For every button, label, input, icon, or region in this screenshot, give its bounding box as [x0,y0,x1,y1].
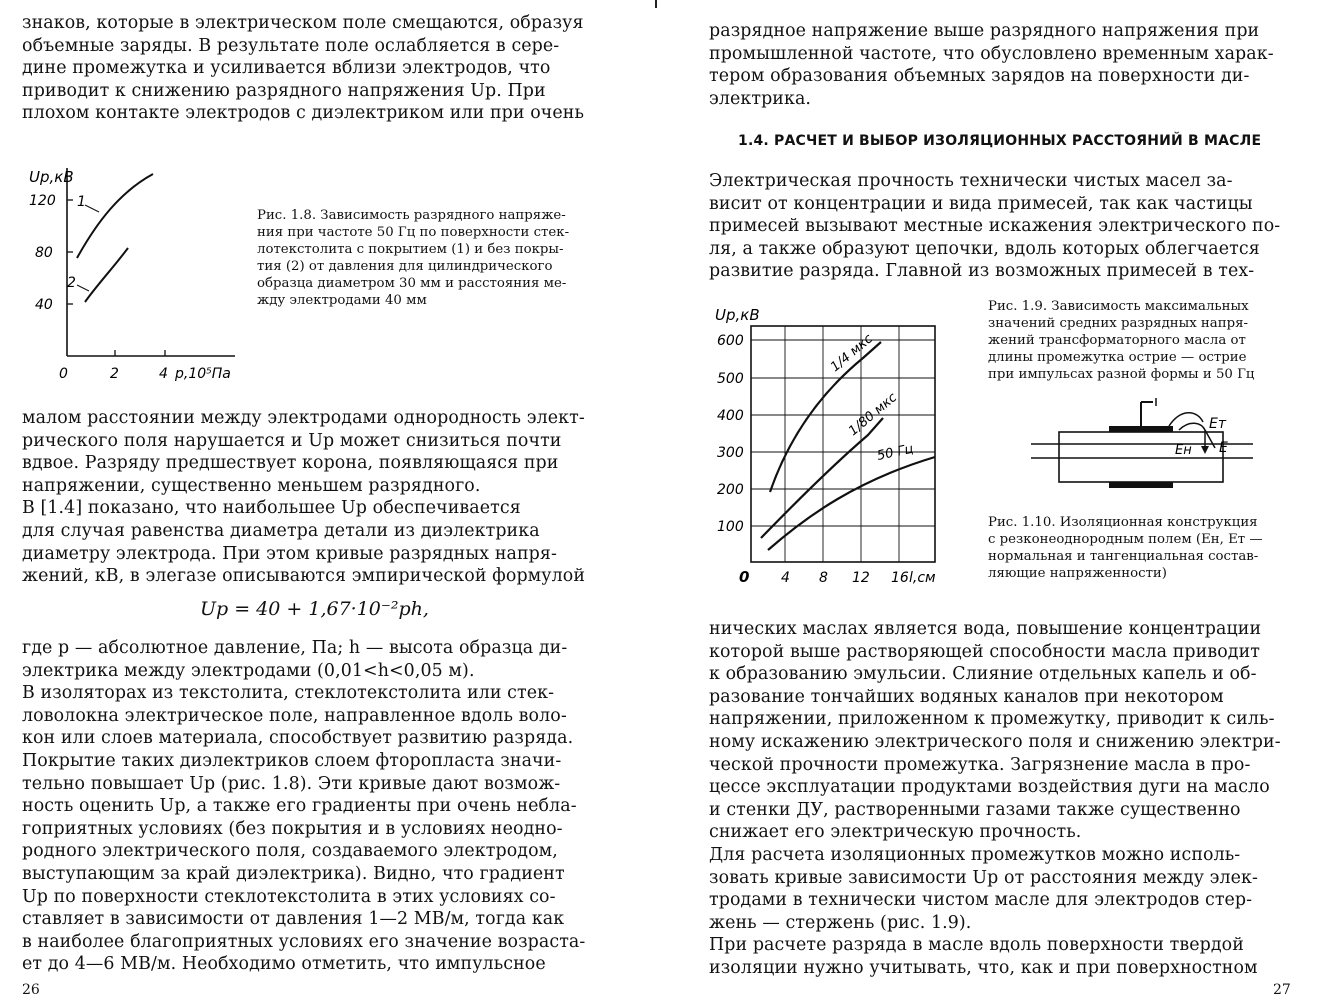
x-tick-label: 12 [852,570,870,586]
x-tick-label: 8 [819,570,828,586]
y-axis-label: Uр,кВ [29,168,74,186]
curve-1 [77,174,153,258]
formula: Uр = 40 + 1,67·10⁻²ph, [200,598,429,620]
figure-1-9-caption: Рис. 1.9. Зависимость максимальных значений средних разрядных напря- жений трансформаторного масла от длины промежутка острие — острие при импульсах разной формы и 50 Гц [988,299,1255,382]
top-electrode [1109,426,1173,432]
x-axis-label: p,10⁵Па [175,366,231,382]
dielectric-body [1059,432,1223,482]
figure-1-10-caption: Рис. 1.10. Изоляционная конструкция с резконеоднородным полем (Eн, Eт — нормальная и тангенциальная состав- ляющие напряженности) [988,515,1263,581]
x-tick-label: 0 [59,366,68,382]
right-paragraph-2: Электрическая прочность технически чистых масел за- висит от концентрации и вида примесей, так как частицы примесей вызывают местные искажения электрического по- ля, а также образуют цепочки, вдоль которых облегчается развитие разряда. Главной из возможных примесей в тех- [709,171,1281,282]
curve-2 [85,248,128,302]
y-tick-label: 80 [35,245,53,261]
left-page [0,0,650,1005]
page-number: 26 [22,982,40,998]
y-tick-label: 120 [29,193,56,209]
y-tick-label: 40 [35,297,53,313]
right-paragraph-3: нических маслах является вода, повышение концентрации которой выше растворяющей способности масла приводит к образованию эмульсии. Слияние отдельных капель и об- разование тончайших водяных каналов при некотором напряжении, приложенном к промежутку, приводит к силь- ному искажению электрического поля и снижению электри- ческой прочности промежутка. Загрязнение масла в про- цессе эксплуатации продуктами воздействия дуги на масло и стенки ДУ, растворенными газами также существенно снижает его электрическую прочность. Для расчета изоляционных промежутков можно исполь- зовать кривые зависимости Uр от расстояния между элек- тродами в технически чистом масле для электродов стер- жень — стержень (рис. 1.9). При расчете разряда в масле вдоль поверхности твердой изоляции нужно учитывать, что, как и при поверхностном [709,619,1281,978]
section-heading: 1.4. РАСЧЕТ И ВЫБОР ИЗОЛЯЦИОННЫХ РАССТОЯНИЙ В МАСЛЕ [738,133,1262,149]
x-tick-label: 16 [891,570,909,586]
left-paragraph-top: знаков, которые в электрическом поле смещаются, образуя объемные заряды. В результате поле ослабляется в сере- дине промежутка и усиливается вблизи электродов, что приводит к снижению разрядного напряжения Uр. При плохом контакте электродов с диэлектриком или при очень [22,13,585,124]
figure-1-8-caption: Рис. 1.8. Зависимость разрядного напряже- ния при частоте 50 Гц по поверхности стек- лотекстолита с покрытием (1) и без покры- тия (2) от давления для цилиндрического образца диаметром 30 мм и расстояния ме- жду электродами 40 мм [257,208,570,308]
figure-1-10-diagram [1029,390,1255,505]
right-page [661,0,1311,1005]
curve-label: 1/80 мкс [845,390,901,440]
left-paragraph-middle: малом расстоянии между электродами однородность элект- рического поля нарушается и Uр может снизиться почти вдвое. Разряду предшествует корона, появляющаяся при напряжении, существенно меньшем разрядного. В [1.4] показано, что наибольшее Uр обеспечивается для случая равенства диаметра детали из диэлектрика диаметру электрода. При этом кривые разрядных напря- жений, кВ, в элегазе описываются эмпирической формулой [22,408,586,587]
y-tick-label: 300 [717,445,744,461]
y-tick-label: 400 [717,408,744,424]
figure-1-8-chart [25,160,255,390]
curve-50-hz [768,457,935,550]
y-axis-label: Uр,кВ [715,306,760,324]
right-paragraph-top: разрядное напряжение выше разрядного напряжения при промышленной частоте, что обусловлено временным харак- тером образования объемных зарядов на поверхности ди- электрика. [709,21,1274,109]
bottom-electrode [1109,482,1173,488]
x-axis-label: l,см [909,570,936,586]
x-tick-label: 4 [159,366,168,382]
label-en: Eн [1175,443,1192,458]
y-tick-label: 600 [717,333,744,349]
x-tick-label: 2 [110,366,119,382]
page-gutter-mark [655,0,657,8]
y-tick-label: 200 [717,482,744,498]
curve-label: 50 Гц [875,441,915,464]
curve-label: 1/4 мкс [827,331,876,376]
x-tick-label: 4 [781,570,790,586]
left-paragraph-bottom: где p — абсолютное давление, Па; h — высота образца ди- электрика между электродами (0,01<h<0,05 м). В изоляторах из текстолита, стеклотекстолита или стек- ловолокна электрическое поле, направленное вдоль воло- кон или слоев материала, способствует развитию разряда. Покрытие таких диэлектриков слоем фторопласта значи- тельно повышает Uр (рис. 1.8). Эти кривые дают возмож- ность оценить Uр, а также его градиенты при очень небла- гоприятных условиях (без покрытия и в условиях неодно- родного электрического поля, создаваемого электродом, выступающим за край диэлектрика). Видно, что градиент Uр по поверхности стеклотекстолита в этих условиях со- ставляет в зависимости от давления 1—2 МВ/м, тогда как в наиболее благоприятных условиях его значение возраста- ет до 4—6 МВ/м. Необходимо отметить, что импульсное [22,638,586,975]
page-number: 27 [1273,982,1291,998]
label-et: Eт [1209,416,1227,432]
x-tick-label: 0 [739,568,750,586]
figure-1-9-chart [713,300,988,590]
label-e: E [1219,440,1228,456]
y-tick-label: 100 [717,519,744,535]
y-tick-label: 500 [717,371,744,387]
curve-1-label: 1 [77,194,86,210]
curve-2-label: 2 [67,275,76,291]
curve-1-80-mks [761,418,883,538]
